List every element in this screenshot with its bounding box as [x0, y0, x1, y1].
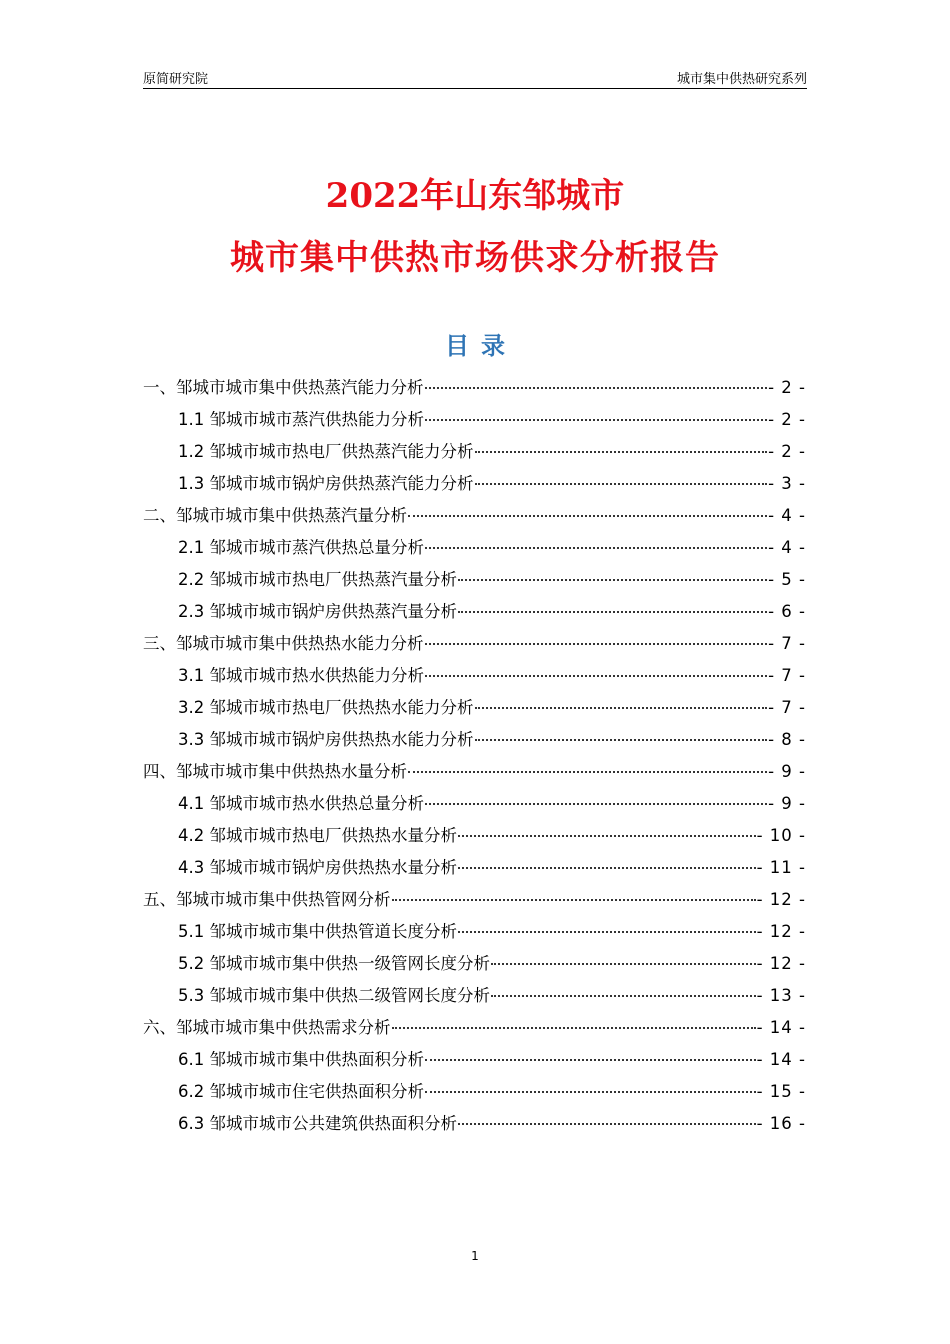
toc-dot-leader	[425, 675, 767, 677]
toc-subsection-entry[interactable]	[143, 788, 806, 820]
toc-dot-leader	[408, 771, 767, 773]
toc-entry-page: - 4 -	[768, 506, 806, 525]
toc-entry-label: 6.2 邹城市城市住宅供热面积分析	[178, 1082, 424, 1101]
toc-subsection-entry[interactable]	[143, 852, 806, 884]
toc-entry-label: 4.1 邹城市城市热水供热总量分析	[178, 794, 424, 813]
page-number: 1	[471, 1249, 479, 1263]
toc-dot-leader	[475, 707, 768, 709]
toc-subsection-entry[interactable]	[143, 596, 806, 628]
toc-dot-leader	[425, 387, 768, 389]
toc-entry-label: 5.1 邹城市城市集中供热管道长度分析	[178, 922, 457, 941]
toc-entry-label: 1.2 邹城市城市热电厂供热蒸汽能力分析	[178, 442, 474, 461]
toc-entry-label: 5.2 邹城市城市集中供热一级管网长度分析	[178, 954, 490, 973]
header-series: 城市集中供热研究系列	[676, 72, 807, 87]
toc-dot-leader	[425, 1059, 756, 1061]
toc-subsection-entry[interactable]	[143, 1076, 806, 1108]
toc-dot-leader	[392, 1027, 756, 1029]
toc-dot-leader	[392, 899, 756, 901]
toc-entry-label: 5.3 邹城市城市集中供热二级管网长度分析	[178, 986, 490, 1005]
toc-entry-page: - 2 -	[768, 378, 806, 397]
toc-section-entry[interactable]	[143, 372, 806, 404]
toc-entry-page: - 9 -	[768, 762, 806, 781]
toc-entry-page: - 12 -	[756, 922, 806, 941]
page-header	[143, 66, 807, 89]
toc-entry-page: - 10 -	[756, 826, 806, 845]
toc-entry-label: 三、邹城市城市集中供热热水能力分析	[143, 634, 424, 653]
toc-heading: 目录	[445, 332, 517, 360]
toc-section-entry[interactable]	[143, 884, 806, 916]
table-of-contents	[143, 372, 806, 1140]
report-title-line-2: 城市集中供热市场供求分析报告	[230, 238, 720, 278]
toc-dot-leader	[475, 483, 768, 485]
toc-entry-label: 6.1 邹城市城市集中供热面积分析	[178, 1050, 424, 1069]
toc-subsection-entry[interactable]	[143, 916, 806, 948]
toc-subsection-entry[interactable]	[143, 820, 806, 852]
toc-entry-page: - 2 -	[768, 410, 806, 429]
toc-dot-leader	[425, 1091, 756, 1093]
toc-entry-label: 五、邹城市城市集中供热管网分析	[143, 890, 391, 909]
toc-entry-label: 一、邹城市城市集中供热蒸汽能力分析	[143, 378, 424, 397]
toc-entry-page: - 5 -	[768, 570, 806, 589]
toc-section-entry[interactable]	[143, 756, 806, 788]
toc-entry-page: - 13 -	[756, 986, 806, 1005]
toc-subsection-entry[interactable]	[143, 404, 806, 436]
toc-entry-page: - 6 -	[768, 602, 806, 621]
toc-subsection-entry[interactable]	[143, 980, 806, 1012]
header-publisher: 原简研究院	[143, 72, 209, 87]
toc-entry-page: - 7 -	[768, 698, 806, 717]
toc-subsection-entry[interactable]	[143, 436, 806, 468]
toc-subsection-entry[interactable]	[143, 1108, 806, 1140]
toc-entry-page: - 8 -	[768, 730, 806, 749]
toc-dot-leader	[425, 803, 767, 805]
toc-entry-page: - 15 -	[756, 1082, 806, 1101]
toc-dot-leader	[458, 579, 767, 581]
toc-entry-label: 二、邹城市城市集中供热蒸汽量分析	[143, 506, 407, 525]
toc-subsection-entry[interactable]	[143, 532, 806, 564]
toc-entry-label: 2.3 邹城市城市锅炉房供热蒸汽量分析	[178, 602, 457, 621]
toc-section-entry[interactable]	[143, 628, 806, 660]
toc-entry-label: 1.1 邹城市城市蒸汽供热能力分析	[178, 410, 424, 429]
toc-subsection-entry[interactable]	[143, 1044, 806, 1076]
toc-entry-label: 3.3 邹城市城市锅炉房供热热水能力分析	[178, 730, 474, 749]
toc-entry-page: - 9 -	[768, 794, 806, 813]
toc-entry-label: 六、邹城市城市集中供热需求分析	[143, 1018, 391, 1037]
toc-dot-leader	[491, 995, 756, 997]
toc-entry-page: - 14 -	[756, 1050, 806, 1069]
toc-entry-page: - 7 -	[768, 666, 806, 685]
toc-entry-page: - 3 -	[768, 474, 806, 493]
toc-entry-label: 3.1 邹城市城市热水供热能力分析	[178, 666, 424, 685]
toc-entry-page: - 4 -	[768, 538, 806, 557]
toc-dot-leader	[458, 611, 767, 613]
toc-entry-label: 6.3 邹城市城市公共建筑供热面积分析	[178, 1114, 457, 1133]
toc-dot-leader	[458, 1123, 756, 1125]
toc-dot-leader	[408, 515, 767, 517]
toc-entry-page: - 2 -	[768, 442, 806, 461]
toc-section-entry[interactable]	[143, 500, 806, 532]
toc-entry-label: 2.1 邹城市城市蒸汽供热总量分析	[178, 538, 424, 557]
toc-subsection-entry[interactable]	[143, 692, 806, 724]
toc-subsection-entry[interactable]	[143, 660, 806, 692]
toc-subsection-entry[interactable]	[143, 468, 806, 500]
toc-dot-leader	[458, 867, 756, 869]
report-title-line-1: 2022年山东邹城市	[325, 176, 625, 216]
toc-dot-leader	[425, 643, 768, 645]
toc-dot-leader	[491, 963, 756, 965]
toc-entry-page: - 12 -	[756, 954, 806, 973]
toc-subsection-entry[interactable]	[143, 948, 806, 980]
toc-entry-label: 4.2 邹城市城市热电厂供热热水量分析	[178, 826, 457, 845]
toc-entry-label: 1.3 邹城市城市锅炉房供热蒸汽能力分析	[178, 474, 474, 493]
toc-entry-page: - 7 -	[768, 634, 806, 653]
toc-dot-leader	[475, 739, 768, 741]
toc-entry-page: - 14 -	[756, 1018, 806, 1037]
toc-entry-label: 4.3 邹城市城市锅炉房供热热水量分析	[178, 858, 457, 877]
toc-subsection-entry[interactable]	[143, 724, 806, 756]
toc-dot-leader	[475, 451, 768, 453]
toc-dot-leader	[458, 835, 756, 837]
toc-entry-page: - 12 -	[756, 890, 806, 909]
toc-entry-page: - 16 -	[756, 1114, 806, 1133]
toc-entry-label: 2.2 邹城市城市热电厂供热蒸汽量分析	[178, 570, 457, 589]
toc-entry-label: 3.2 邹城市城市热电厂供热热水能力分析	[178, 698, 474, 717]
toc-section-entry[interactable]	[143, 1012, 806, 1044]
toc-dot-leader	[458, 931, 756, 933]
toc-entry-page: - 11 -	[756, 858, 806, 877]
toc-entry-label: 四、邹城市城市集中供热热水量分析	[143, 762, 407, 781]
toc-dot-leader	[425, 547, 767, 549]
toc-subsection-entry[interactable]	[143, 564, 806, 596]
toc-dot-leader	[425, 419, 767, 421]
